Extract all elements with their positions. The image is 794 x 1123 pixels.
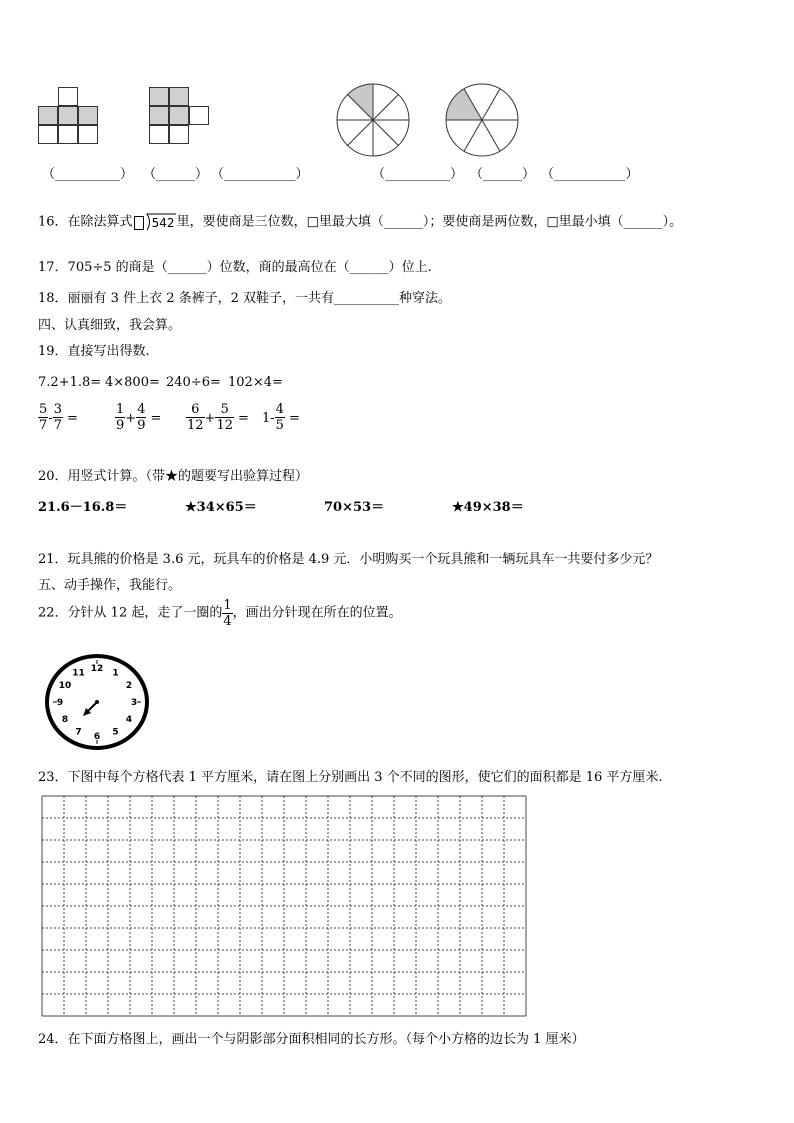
calc-item-3: 240÷6=	[166, 375, 221, 390]
clock-number-11: 11	[72, 668, 85, 679]
calc-item-1: 7.2+1.8=	[38, 375, 102, 390]
q22-fraction: $\frac{1}{4}$	[223, 598, 232, 629]
answer-blank-4[interactable]: （__________）	[372, 167, 464, 182]
answer-blank-2[interactable]: （______）	[143, 167, 209, 182]
fraction-expr-2: $\frac{1}{9}$ + $\frac{4}{9}$ =	[116, 402, 162, 433]
vertical-calc-3: 70×53＝	[324, 500, 385, 515]
question-24: 24．在下面方格图上，画出一个与阴影部分面积相同的长方形。（每个小方格的边长为 1 厘米）	[38, 1032, 585, 1047]
section-4-heading: 四、认真细致，我会算。	[38, 318, 182, 333]
question-18: 18．丽丽有 3 件上衣 2 条裤子，2 双鞋子，一共有__________种穿法。	[38, 291, 452, 306]
figure-grid-shape-1	[38, 87, 100, 147]
clock-number-3: 3	[130, 698, 138, 708]
drawing-grid[interactable]	[40, 795, 528, 1019]
figure-grid-shape-2	[149, 87, 211, 147]
question-19: 19．直接写出得数.	[38, 344, 150, 359]
answer-blank-1[interactable]: （__________）	[42, 167, 134, 182]
answer-blank-6[interactable]: （___________）	[541, 167, 639, 182]
question-17: 17．705÷5 的商是（______）位数，商的最高位在（______）位上.	[38, 260, 432, 275]
clock-number-4: 4	[125, 715, 133, 725]
clock-number-9: 9	[56, 698, 64, 708]
question-21: 21．玩具熊的价格是 3.6 元，玩具车的价格是 4.9 元．小明购买一个玩具熊和一辆玩具车一共要付多少元？	[38, 552, 659, 567]
question-23: 23．下图中每个方格代表 1 平方厘米，请在图上分别画出 3 个不同的图形，使它们的面积都是 16 平方厘米.	[38, 770, 663, 785]
clock-number-6: 6	[93, 732, 101, 742]
question-22: 22．分针从 12 起，走了一圈的 $\frac{1}{4}$ ，画出分针现在所在的位置。	[38, 598, 402, 629]
clock-number-5: 5	[112, 727, 119, 738]
clock-number-12: 12	[90, 664, 104, 674]
vertical-calc-1: 21.6－16.8＝	[38, 500, 128, 515]
vertical-calc-2: ★34×65＝	[185, 500, 257, 515]
answer-blank-5[interactable]: （______）	[470, 167, 536, 182]
calc-item-2: 4×800=	[105, 375, 160, 390]
q16-division-bracket	[133, 213, 177, 231]
vertical-calc-4: ★49×38＝	[452, 500, 524, 515]
section-5-heading: 五、动手操作，我能行。	[38, 578, 182, 593]
clock-number-7: 7	[75, 727, 82, 738]
clock-number-8: 8	[61, 715, 69, 725]
question-16	[38, 213, 682, 231]
fraction-expr-3: $\frac{6}{12}$ + $\frac{5}{12}$ =	[187, 402, 249, 433]
question-20: 20．用竖式计算。（带★的题要写出验算过程）	[38, 469, 309, 484]
answer-blank-3[interactable]: （___________）	[211, 167, 309, 182]
clock-number-2: 2	[125, 681, 133, 691]
fraction-expr-1: $\frac{5}{7}$ - $\frac{3}{7}$ =	[39, 402, 78, 433]
calc-item-4: 102×4=	[228, 375, 283, 390]
q16-text-after: 里，要使商是三位数，□里最大填（______）；要使商是两位数，□里最小填（______）。	[176, 214, 683, 230]
figure-circle-sixths	[443, 81, 521, 159]
q16-dividend: 542	[151, 216, 175, 230]
clock-face[interactable]	[43, 652, 151, 752]
fraction-expr-4: 1- $\frac{4}{5}$ =	[262, 402, 300, 433]
q16-number: 16．	[38, 214, 68, 230]
figure-circle-eighths	[334, 81, 412, 159]
clock-number-10: 10	[58, 681, 72, 691]
q16-text-before: 在除法算式	[67, 214, 133, 230]
clock-number-1: 1	[112, 668, 119, 679]
